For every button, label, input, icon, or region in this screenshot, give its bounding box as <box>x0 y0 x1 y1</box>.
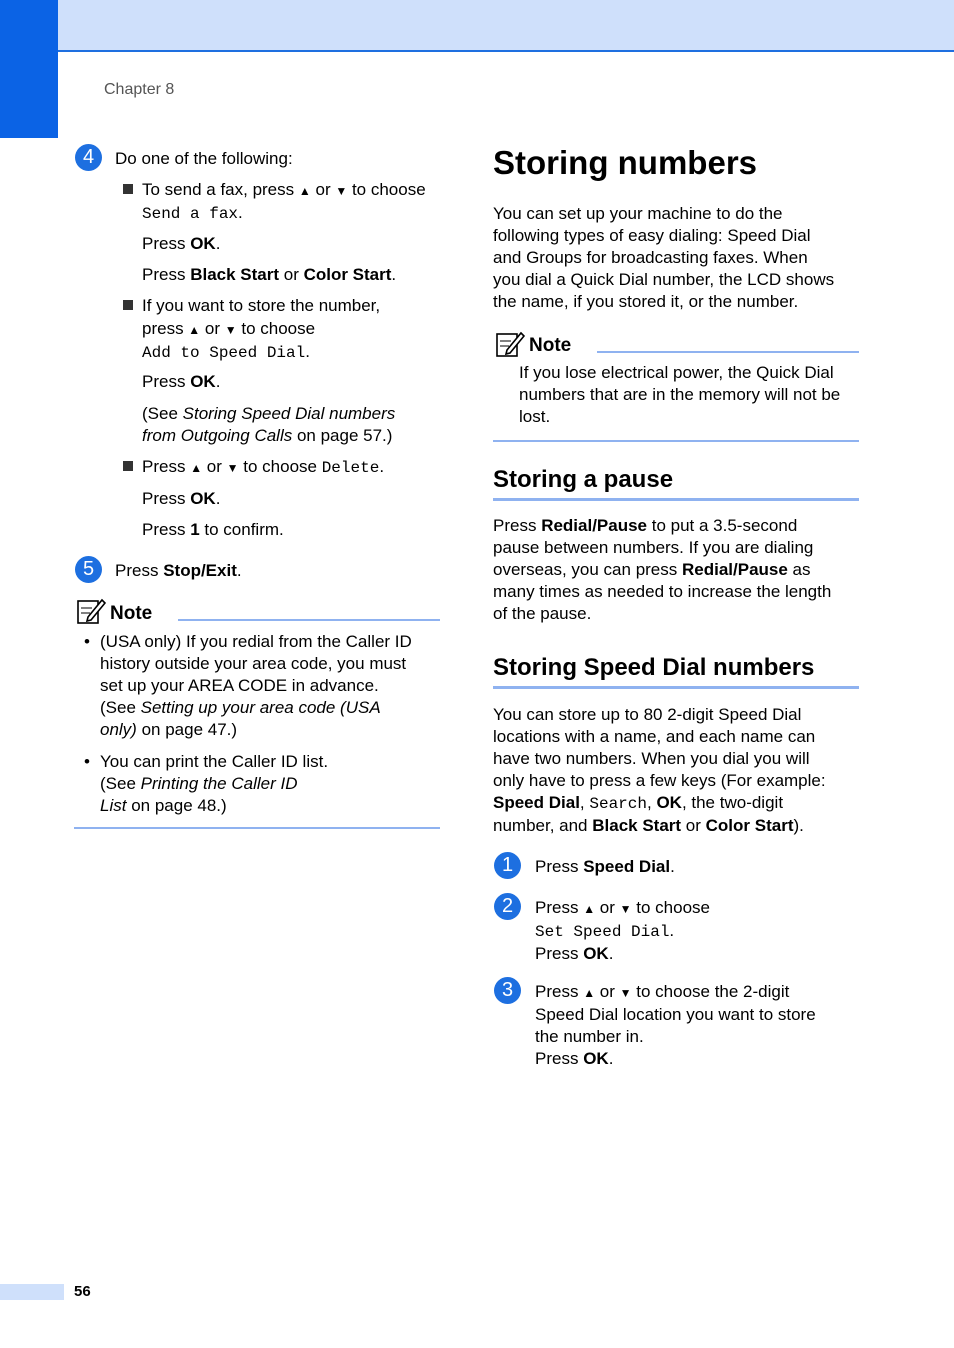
down-arrow-icon: ▼ <box>335 184 348 198</box>
see-reference-1-cont: from Outgoing Calls on page 57.) <box>142 426 393 445</box>
section-title-speed-dial: Storing Speed Dial numbers <box>493 654 815 681</box>
down-arrow-icon: ▼ <box>619 902 632 916</box>
note-title: Note <box>110 603 153 624</box>
note-top-rule <box>597 351 859 353</box>
step-4-intro: Do one of the following: <box>115 149 293 168</box>
bullet-square-icon <box>123 300 133 310</box>
note-pencil-icon <box>495 330 525 358</box>
note-title: Note <box>529 335 572 356</box>
step-1-text: Press Speed Dial. <box>535 857 675 876</box>
store-number-choose: press ▲ or ▼ to choose <box>142 319 316 338</box>
note-power-loss: If you lose electrical power, the Quick Dial numbers that are in the memory will not be lost. <box>519 363 841 426</box>
section-rule <box>493 686 859 689</box>
note-top-rule <box>178 619 440 621</box>
intro-paragraph: You can set up your machine to do the following types of easy dialing: Speed Dial and Groups for broadcasting faxes. When you dial a Quick Dial number, the LCD shows the name, if you stored it, or the number. <box>493 204 835 311</box>
bullet-square-icon <box>123 184 133 194</box>
down-arrow-icon: ▼ <box>224 323 237 337</box>
down-arrow-icon: ▼ <box>619 986 632 1000</box>
header-band <box>0 0 954 52</box>
step-3-text: Press ▲ or ▼ to choose the 2-digit Speed Dial location you want to store the number in. Press OK. <box>535 982 816 1068</box>
step-2-badge: 2 <box>494 893 521 920</box>
up-arrow-icon: ▲ <box>190 461 203 475</box>
chapter-label: Chapter 8 <box>104 81 175 98</box>
note-item-print: • You can print the Caller ID list. (See Printing the Caller ID List on page 48.) <box>84 752 329 815</box>
see-reference-1: (See Storing Speed Dial numbers <box>142 404 396 423</box>
section-title-pause: Storing a pause <box>493 466 674 493</box>
press-start: Press Black Start or Color Start. <box>142 265 397 284</box>
note-bottom-rule <box>74 827 440 829</box>
bullet-store-number: If you want to store the number, <box>123 295 380 317</box>
speed-dial-paragraph: You can store up to 80 2-digit Speed Dial locations with a name, and each name can have two numbers. When you dial you will only have to press a few keys (For example: Speed Dial, Search, OK, the two-digit number, and Black Start or Color Start). <box>493 705 826 835</box>
step-2-text: Press ▲ or ▼ to choose Set Speed Dial. Press OK. <box>535 898 710 963</box>
page-number: 56 <box>74 1283 91 1300</box>
note-pencil-icon <box>76 597 106 625</box>
step-5-text: Press Stop/Exit. <box>115 561 242 580</box>
step-5-badge: 5 <box>75 556 102 583</box>
page-title: Storing numbers <box>493 144 758 181</box>
note-bottom-rule <box>493 440 859 442</box>
page-number-bar <box>0 1284 64 1300</box>
bullet-delete: Press ▲ or ▼ to choose Delete. <box>123 456 384 479</box>
pause-paragraph: Press Redial/Pause to put a 3.5-second pause between numbers. If you are dialing overseas, you can press Redial/Pause as many times as needed to increase the length of the pause. <box>493 516 832 623</box>
bullet-send-fax: To send a fax, press ▲ or ▼ to choose <box>123 179 426 202</box>
menu-send-a-fax: Send a fax. <box>142 203 243 223</box>
press-ok-2: Press OK. <box>142 372 221 391</box>
section-rule <box>493 498 859 501</box>
up-arrow-icon: ▲ <box>298 184 311 198</box>
chapter-tab <box>0 0 58 138</box>
up-arrow-icon: ▲ <box>583 902 596 916</box>
press-ok-3: Press OK. <box>142 489 221 508</box>
note-item-usa: • (USA only) If you redial from the Caller ID history outside your area code, you must set up your AREA CODE in advance. (See Setting up your area code (USA only) on page 47.) <box>84 632 412 739</box>
step-4-badge: 4 <box>75 144 102 171</box>
bullet-square-icon <box>123 461 133 471</box>
press-1-confirm: Press 1 to confirm. <box>142 520 284 539</box>
up-arrow-icon: ▲ <box>583 986 596 1000</box>
up-arrow-icon: ▲ <box>188 323 201 337</box>
menu-add-to-speed-dial: Add to Speed Dial. <box>142 342 310 362</box>
press-ok-1: Press OK. <box>142 234 221 253</box>
step-3-badge: 3 <box>494 977 521 1004</box>
step-1-badge: 1 <box>494 852 521 879</box>
down-arrow-icon: ▼ <box>226 461 239 475</box>
